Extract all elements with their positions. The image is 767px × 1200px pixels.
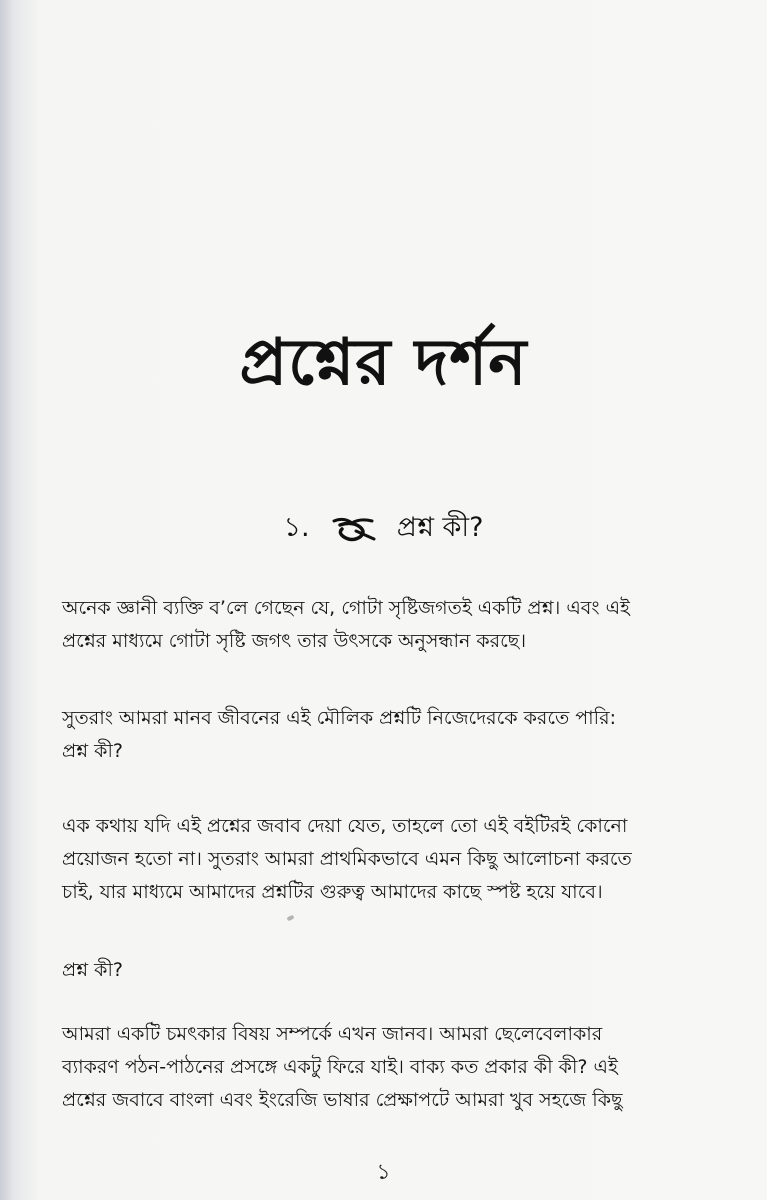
- text-line: প্রশ্নের মাধ্যমে গোটা সৃষ্টি জগৎ তার উৎসকে অনুসন্ধান করছে।: [62, 630, 527, 652]
- text-line: এক কথায় যদি এই প্রশ্নের জবাব দেয়া যেত, তাহলে তো এই বইটিরই কোনো: [62, 815, 628, 837]
- chapter-title: প্রশ্নের দর্শন: [239, 326, 528, 400]
- text-line: ব্যাকরণ পঠন-পাঠনের প্রসঙ্গে একটু ফিরে যাই। বাক্য কত প্রকার কী কী? এই: [62, 1056, 618, 1078]
- text-line: প্রয়োজন হতো না। সুতরাং আমরা প্রাথমিকভাবে এমন কিছু আলোচনা করতে: [62, 848, 632, 870]
- text-line: প্রশ্ন কী?: [62, 959, 123, 981]
- paragraph-4: [62, 954, 722, 987]
- paragraph-2: [62, 702, 722, 768]
- text-line: অনেক জ্ঞানী ব্যক্তি ব’লে গেছেন যে, গোটা সৃষ্টিজগতই একটি প্রশ্ন। এবং এই: [62, 597, 630, 619]
- paragraph-1: [62, 592, 722, 658]
- ornament-icon: [330, 515, 378, 543]
- ink-speck: [286, 915, 294, 922]
- text-line: চাই, যার মাধ্যমে আমাদের প্রশ্নটির গুরুত্ব আমাদের কাছে স্পষ্ট হয়ে যাবে।: [62, 881, 603, 903]
- paragraph-5: [62, 1018, 722, 1117]
- text-line: প্রশ্ন কী?: [62, 740, 123, 762]
- text-line: সুতরাং আমরা মানব জীবনের এই মৌলিক প্রশ্নটি নিজেদেরকে করতে পারি:: [62, 707, 616, 729]
- text-line: আমরা একটি চমৎকার বিষয় সম্পর্কে এখন জানব। আমরা ছেলেবেলাকার: [62, 1023, 603, 1045]
- section-heading-text: প্রশ্ন কী?: [396, 512, 484, 543]
- text-line: প্রশ্নের জবাবে বাংলা এবং ইংরেজি ভাষার প্রেক্ষাপটে আমরা খুব সহজে কিছু: [62, 1089, 623, 1111]
- page-number: ১: [376, 1160, 391, 1185]
- section-heading: [0, 508, 767, 548]
- paragraph-3: [62, 810, 722, 909]
- section-number: ১.: [283, 512, 310, 543]
